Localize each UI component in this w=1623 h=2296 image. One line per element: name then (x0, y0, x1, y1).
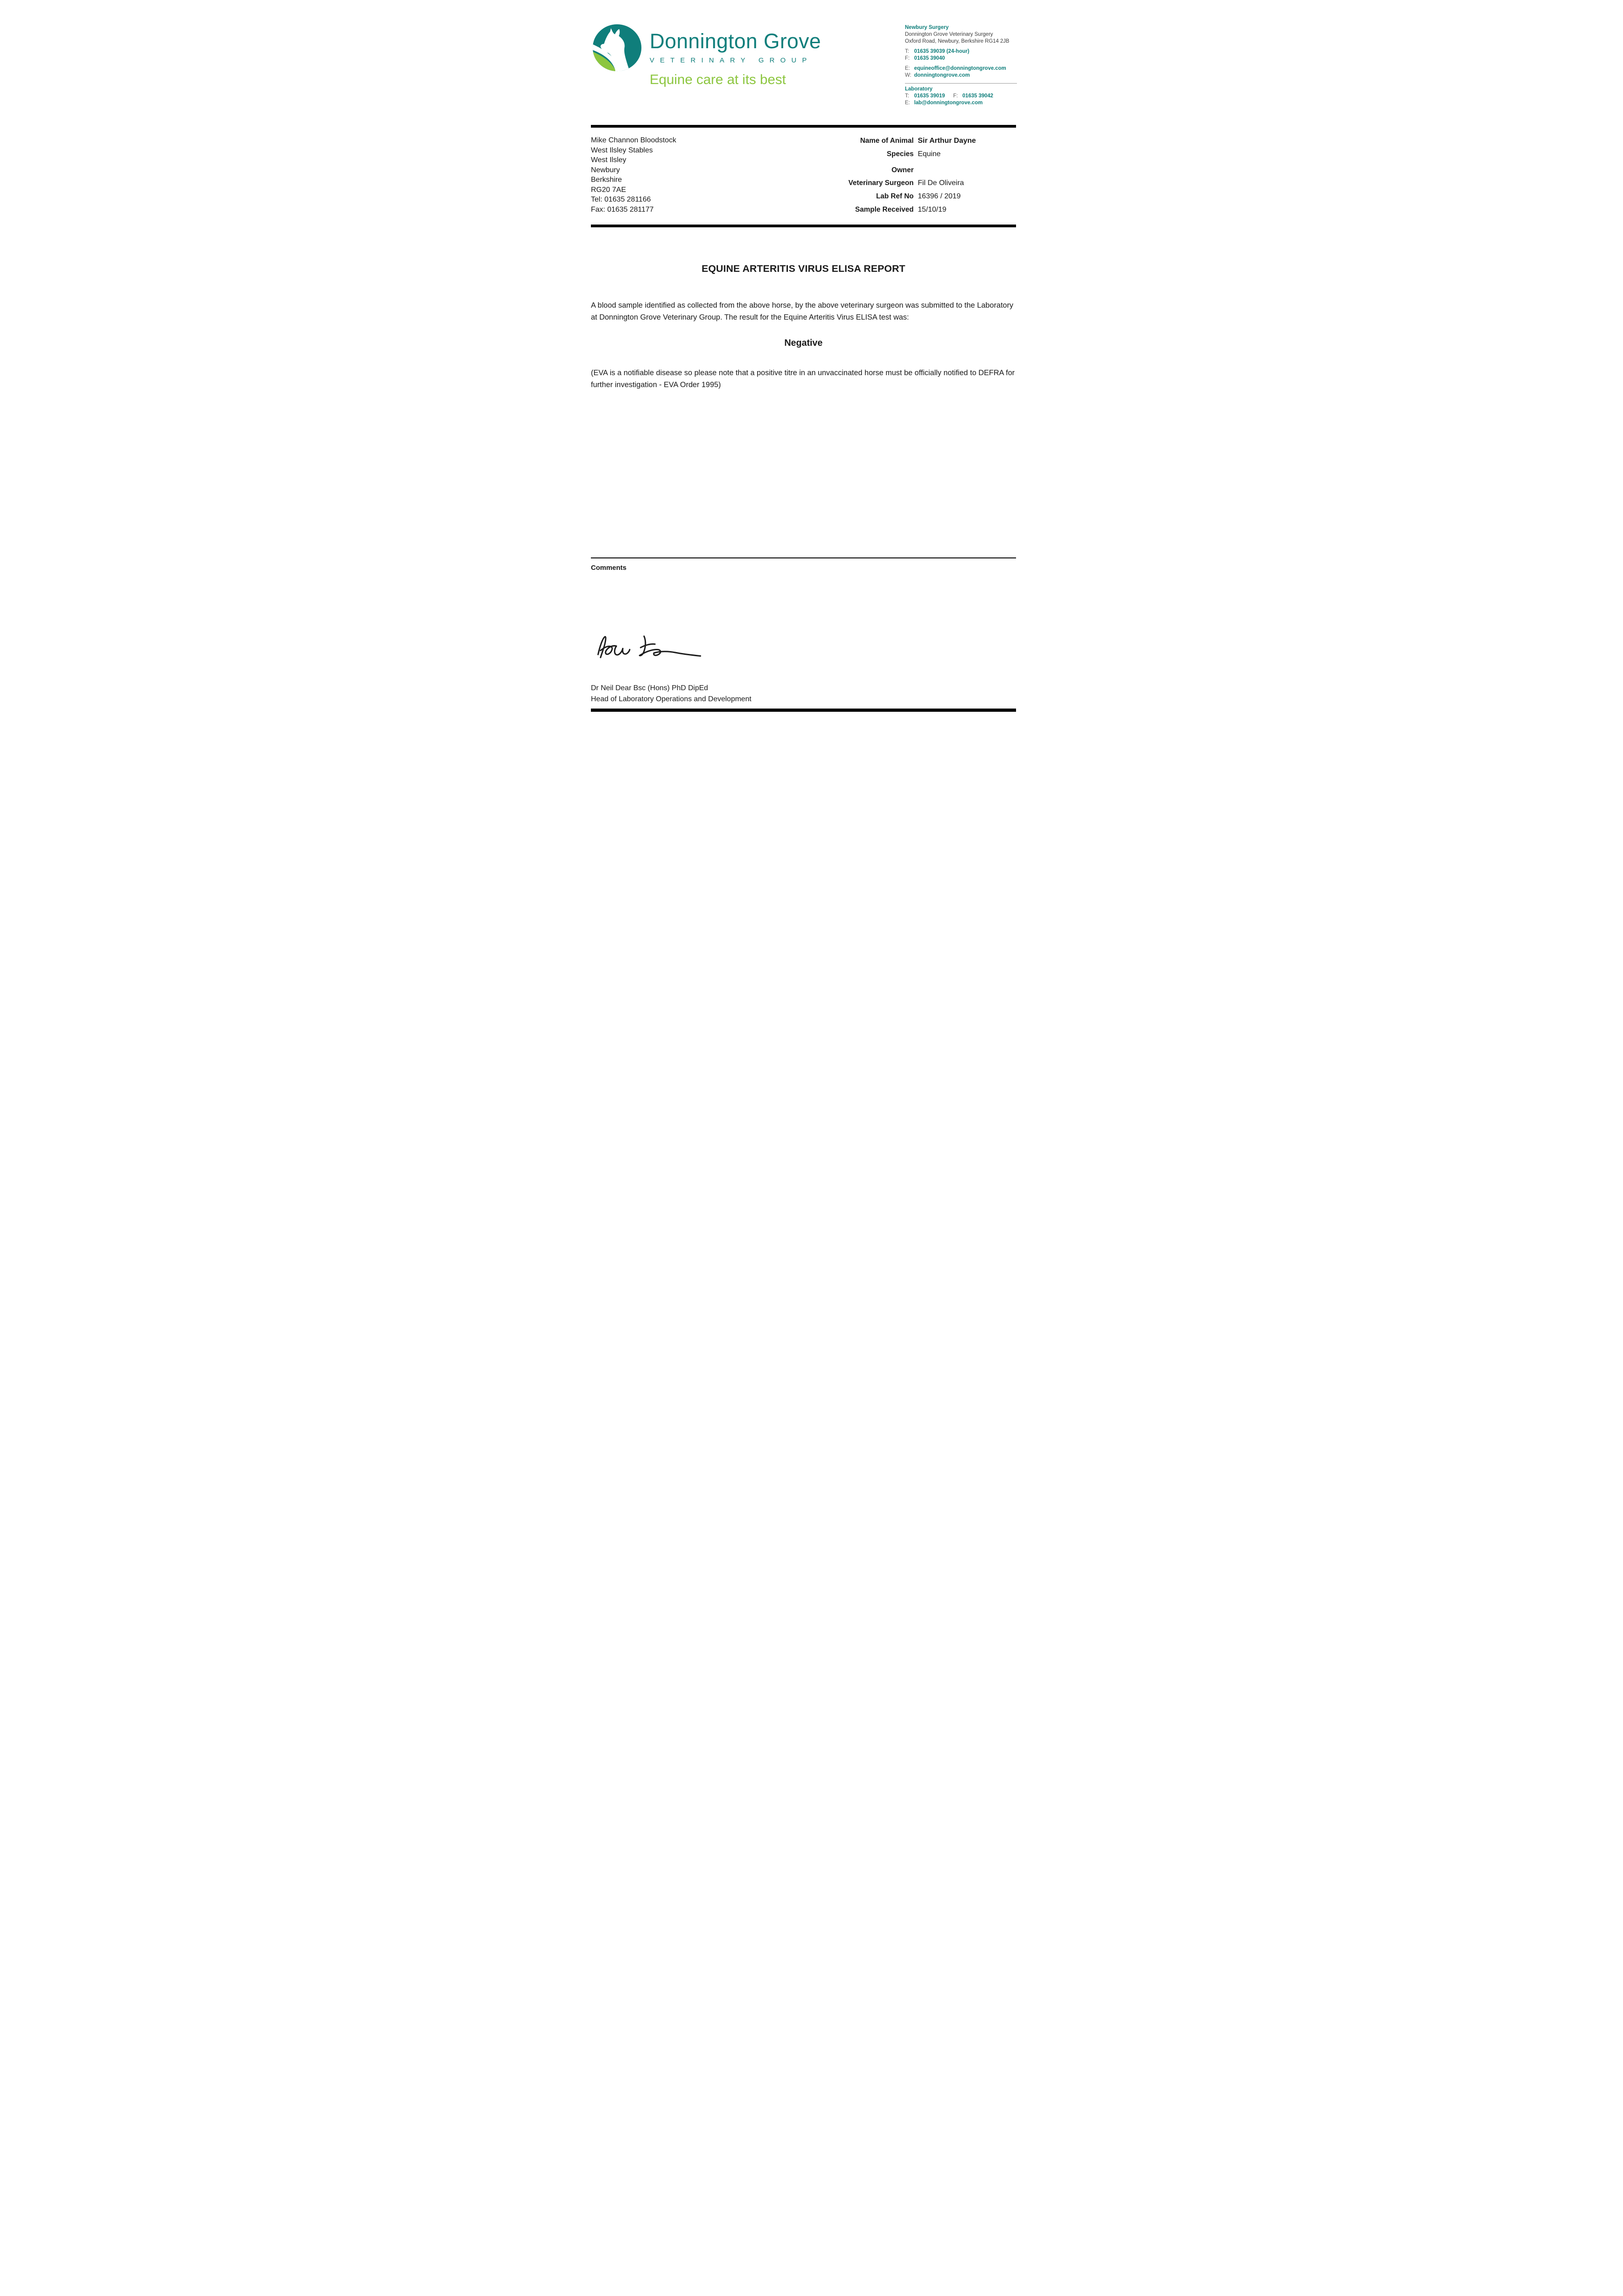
client-line: West Ilsley (591, 156, 627, 164)
web-label: W: (905, 73, 911, 78)
field-value: 15/10/19 (918, 206, 947, 214)
email-label: E: (905, 66, 910, 71)
field-label: Sample Received (855, 206, 914, 214)
surgery-fax: 01635 39040 (914, 56, 945, 61)
field-row-lab-ref-no (820, 192, 1016, 201)
field-value: Sir Arthur Dayne (918, 137, 976, 145)
report-title: EQUINE ARTERITIS VIRUS ELISA REPORT (702, 263, 905, 274)
client-line: Tel: 01635 281166 (591, 196, 651, 203)
field-row-species (820, 150, 1016, 159)
surgery-title: Newbury Surgery (905, 25, 949, 30)
surgery-tel-row (905, 48, 1017, 55)
lab-tel-label: T: (905, 93, 909, 99)
lab-report-page (552, 0, 1071, 735)
signoff-title: Head of Laboratory Operations and Development (591, 695, 752, 703)
field-label: Name of Animal (860, 137, 914, 145)
field-row-name-of-animal (820, 137, 1016, 146)
fax-label: F: (905, 56, 910, 61)
field-value: Fil De Oliveira (918, 179, 964, 187)
divider-bar-mid (591, 225, 1016, 227)
lab-fax: 01635 39042 (962, 93, 994, 99)
contact-divider (905, 83, 1017, 84)
report-result: Negative (784, 338, 823, 348)
field-value: Equine (918, 150, 941, 158)
client-line: Berkshire (591, 176, 622, 184)
brand-text-block (650, 23, 821, 88)
client-line: RG20 7AE (591, 186, 626, 194)
surgery-line2: Oxford Road, Newbury, Berkshire RG14 2JB (905, 39, 1010, 44)
client-line: Fax: 01635 281177 (591, 205, 654, 214)
field-label: Lab Ref No (876, 192, 914, 200)
case-fields (820, 135, 1016, 219)
divider-bar-bottom (591, 709, 1016, 712)
surgery-website[interactable]: donningtongrove.com (914, 73, 970, 78)
signoff-block (591, 683, 752, 705)
client-address-block (591, 135, 676, 219)
brand-name: Donnington Grove (650, 29, 821, 53)
surgery-tel: 01635 39039 (24-hour) (914, 49, 970, 54)
lab-email[interactable]: lab@donningtongrove.com (914, 100, 983, 106)
field-label: Veterinary Surgeon (848, 179, 914, 187)
horse-logo-icon (591, 23, 643, 73)
report-body: A blood sample identified as collected from the above horse, by the above veterinary surgeon was submitted to the Laboratory at Donnington Grove Veterinary Group. The result for the Equine Arteritis Virus ELISA test was: (591, 301, 1013, 321)
client-line: West Ilsley Stables (591, 146, 653, 154)
lab-email-label: E: (905, 100, 910, 106)
field-value (918, 163, 1016, 172)
signoff-name: Dr Neil Dear Bsc (Hons) PhD DipEd (591, 684, 708, 692)
field-label: Owner (891, 166, 914, 174)
contact-block (905, 23, 1017, 107)
field-row-sample-received (820, 206, 1016, 214)
lab-tel: 01635 39019 (914, 93, 945, 99)
signature-image (594, 628, 723, 664)
surgery-line1: Donnington Grove Veterinary Surgery (905, 32, 993, 37)
surgery-fax-row (905, 55, 1017, 62)
report-note: (EVA is a notifiable disease so please note that a positive titre in an unvaccinated horse must be officially notified to DEFRA for further investigation - EVA Order 1995) (591, 369, 1015, 389)
laboratory-title: Laboratory (905, 86, 933, 92)
header (552, 0, 1071, 107)
surgery-web-row (905, 72, 1017, 79)
client-line: Mike Channon Bloodstock (591, 136, 676, 144)
comments-rule (591, 557, 1016, 558)
lab-fax-label: F: (953, 93, 958, 99)
brand-tagline: Equine care at its best (650, 72, 786, 87)
field-row-owner (820, 163, 1016, 174)
tel-label: T: (905, 49, 909, 54)
brand-subtitle: VETERINARY GROUP (650, 56, 813, 64)
surgery-email-row (905, 65, 1017, 72)
laboratory-tel-fax-row (905, 93, 1017, 100)
field-row-veterinary-surgeon (820, 179, 1016, 188)
comments-label: Comments (591, 564, 627, 572)
field-value: 16396 / 2019 (918, 192, 961, 200)
laboratory-email-row (905, 100, 1017, 107)
surgery-email[interactable]: equineoffice@donningtongrove.com (914, 66, 1006, 71)
info-section (552, 128, 1071, 219)
brand-logo-block (591, 23, 821, 88)
field-label: Species (887, 150, 914, 158)
client-line: Newbury (591, 166, 620, 174)
